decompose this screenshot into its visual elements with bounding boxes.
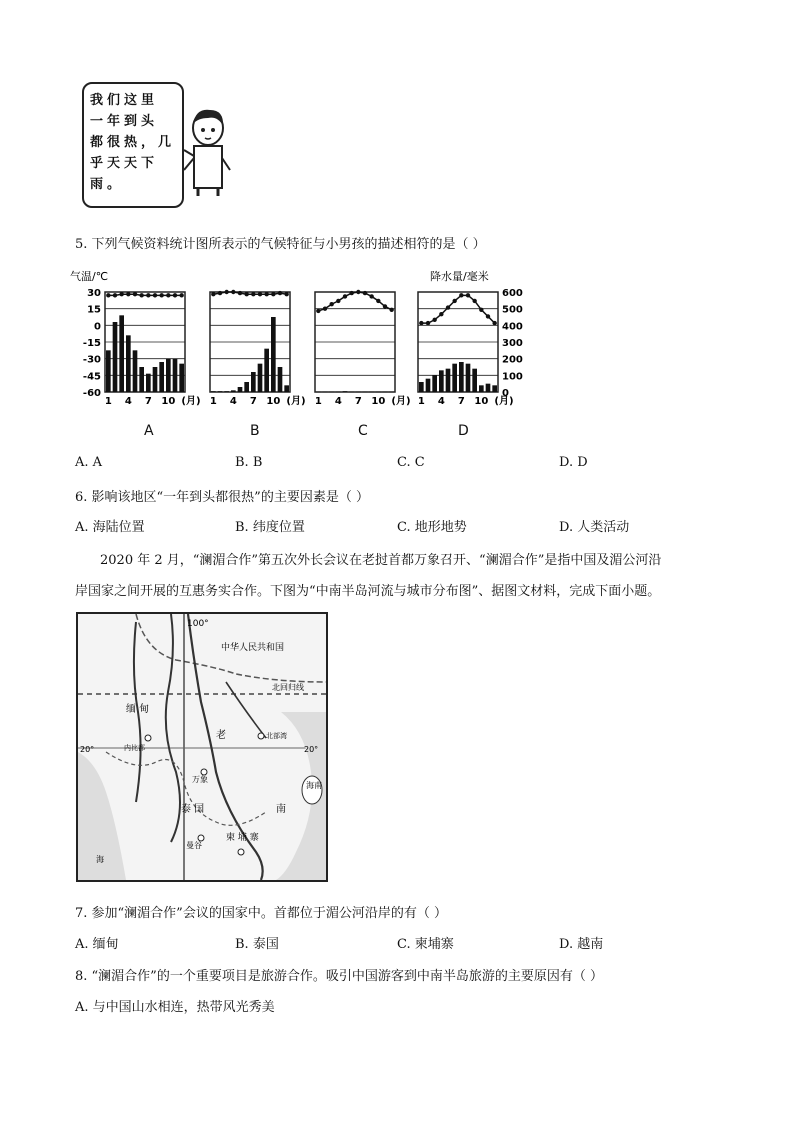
precip-bar-B-5: [238, 387, 243, 392]
temp-point-D-6: [452, 299, 456, 303]
bubble-line-1: 我们这里: [90, 93, 159, 108]
x-tick-D-4: (月): [494, 396, 514, 407]
temp-point-D-9: [472, 299, 476, 303]
precip-bar-A-2: [113, 322, 118, 392]
x-tick-B-4: (月): [286, 396, 306, 407]
temp-point-B-7: [251, 292, 255, 296]
chart-label-a: A: [144, 423, 154, 439]
q6-option-a[interactable]: A. 海陆位置: [75, 520, 145, 535]
temp-point-A-6: [139, 293, 143, 297]
precip-bar-C-3: [329, 392, 334, 393]
climate-charts: [70, 268, 530, 413]
q5-option-c[interactable]: C. C: [397, 455, 425, 470]
q5-option-d[interactable]: D. D: [559, 455, 588, 470]
temp-tick-2: 0: [94, 321, 101, 333]
temp-point-A-7: [146, 293, 150, 297]
temp-tick-6: -60: [82, 388, 101, 399]
q7-option-a[interactable]: A. 缅甸: [75, 937, 119, 952]
q8-option-a[interactable]: A. 与中国山水相连，热带风光秀美: [75, 1000, 275, 1015]
speech-bubble: [82, 82, 184, 208]
temp-point-A-1: [106, 293, 110, 297]
chart-label-b: B: [250, 423, 260, 439]
precip-bar-D-11: [486, 384, 491, 392]
map-label-thailand: 泰 国: [181, 804, 205, 815]
temp-point-C-2: [323, 306, 327, 310]
q6-option-b[interactable]: B. 纬度位置: [235, 520, 305, 535]
precip-bar-C-9: [369, 392, 374, 393]
precip-bar-D-1: [419, 382, 424, 392]
precip-bar-A-3: [119, 315, 124, 392]
precip-bar-C-1: [316, 392, 321, 393]
x-tick-A-4: (月): [181, 396, 201, 407]
x-tick-A-2: 7: [144, 396, 152, 407]
precip-bar-C-2: [323, 392, 328, 393]
temp-point-C-3: [329, 302, 333, 306]
bubble-line-3: 都很热，几: [90, 135, 176, 150]
x-tick-D-1: 4: [437, 396, 445, 407]
temp-tick-4: -30: [82, 354, 101, 366]
x-tick-D-2: 7: [457, 396, 465, 407]
chart-label-d: D: [458, 423, 469, 439]
precip-bar-B-3: [224, 391, 229, 392]
precip-bar-A-12: [179, 364, 184, 392]
precip-bar-A-6: [139, 367, 144, 392]
temp-point-D-5: [446, 305, 450, 309]
map-label-myanmar: 缅 甸: [126, 704, 150, 715]
temp-point-C-1: [316, 309, 320, 313]
x-tick-A-3: 10: [161, 396, 176, 407]
x-tick-A-0: 1: [104, 396, 112, 407]
precip-bar-B-1: [211, 391, 216, 392]
x-tick-B-0: 1: [209, 396, 217, 407]
precip-tick-5: 100: [502, 371, 523, 383]
precip-bar-B-4: [231, 390, 236, 392]
temp-point-A-8: [153, 293, 157, 297]
map-label-china: 中华人民共和国: [221, 643, 285, 653]
q8-stem: 8. “澜湄合作”的一个重要项目是旅游合作。吸引中国游客到中南半岛旅游的主要原因有（ ）: [75, 969, 603, 984]
temp-point-A-11: [173, 293, 177, 297]
temp-point-C-11: [383, 304, 387, 308]
precip-bar-B-9: [264, 349, 269, 392]
temp-point-A-4: [126, 292, 130, 296]
precip-bar-C-4: [336, 392, 341, 393]
city-hanoi: [258, 733, 264, 739]
temp-point-C-7: [356, 290, 360, 294]
city-naypyidaw: [145, 735, 151, 741]
precip-bar-A-7: [146, 374, 151, 392]
temp-point-D-11: [486, 314, 490, 318]
temp-point-C-4: [336, 299, 340, 303]
passage-line-2: 岸国家之间开展的互惠务实合作。下图为“中南半岛河流与城市分布图”、据图文材料，完成下面小题。: [75, 584, 661, 599]
precip-bar-B-8: [258, 364, 263, 392]
precip-bar-A-10: [166, 359, 171, 392]
precip-axis-label: 降水量/毫米: [430, 270, 489, 283]
chart-label-c: C: [358, 423, 368, 439]
temp-point-A-5: [133, 292, 137, 296]
temp-point-D-10: [479, 308, 483, 312]
q5-stem: 5. 下列气候资料统计图所表示的气候特征与小男孩的描述相符的是（ ）: [75, 237, 486, 252]
x-tick-D-3: 10: [474, 396, 489, 407]
precip-bar-C-7: [356, 392, 361, 393]
precip-bar-B-12: [284, 385, 289, 392]
q7-stem: 7. 参加“澜湄合作”会议的国家中。首都位于湄公河沿岸的有（ ）: [75, 906, 447, 921]
temp-point-C-8: [363, 291, 367, 295]
temp-axis-label: 气温/℃: [70, 270, 109, 283]
temp-point-A-3: [119, 292, 123, 296]
temp-point-D-4: [439, 312, 443, 316]
temp-point-C-12: [389, 308, 393, 312]
map-label-tropic: 北回归线: [272, 683, 304, 692]
temp-point-C-10: [376, 299, 380, 303]
precip-bar-B-7: [251, 372, 256, 392]
x-tick-B-3: 10: [266, 396, 281, 407]
temp-point-B-6: [244, 292, 248, 296]
x-tick-B-2: 7: [249, 396, 257, 407]
x-tick-C-4: (月): [391, 396, 411, 407]
bubble-line-2: 一年到头: [90, 114, 159, 129]
q5-option-b[interactable]: B. B: [235, 455, 263, 470]
map-label-hainan: 海南: [306, 781, 322, 790]
precip-bar-D-4: [439, 370, 444, 392]
temp-point-B-2: [218, 291, 222, 295]
precip-bar-D-7: [459, 362, 464, 392]
precip-bar-B-11: [278, 367, 283, 392]
q6-option-d[interactable]: D. 人类活动: [559, 520, 630, 535]
temp-tick-0: 30: [87, 288, 101, 299]
temp-point-B-9: [264, 292, 268, 296]
precip-bar-D-8: [466, 364, 471, 392]
precip-tick-3: 300: [502, 338, 523, 349]
temp-point-B-3: [224, 290, 228, 294]
temp-line-C: [318, 292, 391, 311]
temp-point-C-9: [369, 294, 373, 298]
precip-bar-A-5: [133, 350, 138, 392]
indochina-map: [76, 612, 328, 882]
precip-bar-D-6: [452, 364, 457, 392]
x-tick-D-0: 1: [417, 396, 425, 407]
map-label-laos: 老: [216, 730, 226, 741]
q7-option-b[interactable]: B. 泰国: [235, 937, 279, 952]
precip-bar-A-4: [126, 335, 131, 392]
map-label-cambodia: 柬 埔 寨: [226, 833, 259, 843]
map-label-sea: 海: [96, 855, 104, 864]
precip-tick-1: 500: [502, 304, 523, 316]
map-label-bangkok: 曼谷: [186, 841, 202, 850]
temp-tick-3: -15: [82, 338, 101, 349]
temp-point-D-12: [492, 321, 496, 325]
precip-bar-C-5: [343, 391, 348, 392]
boy-illustration: [180, 100, 240, 200]
precip-bar-A-8: [153, 367, 158, 392]
precip-bar-D-10: [479, 385, 484, 392]
precip-bar-D-2: [426, 379, 431, 392]
q7-option-c[interactable]: C. 柬埔寨: [397, 937, 454, 952]
map-label-gulf: 北部湾: [266, 732, 287, 740]
temp-tick-5: -45: [82, 371, 101, 383]
map-label-meridian: 100°: [187, 619, 209, 629]
precip-tick-6: 0: [502, 388, 509, 399]
q5-option-a[interactable]: A. A: [75, 455, 103, 470]
bubble-line-5: 雨。: [90, 177, 125, 192]
precip-tick-0: 600: [502, 288, 523, 299]
precip-bar-D-9: [472, 369, 477, 392]
temp-point-B-1: [211, 292, 215, 296]
temp-point-B-12: [284, 292, 288, 296]
temp-point-D-1: [419, 321, 423, 325]
x-tick-C-1: 4: [334, 396, 342, 407]
temp-point-D-7: [459, 293, 463, 297]
precip-bar-C-10: [376, 392, 381, 393]
precip-bar-B-2: [218, 391, 223, 392]
map-label-lat-right: 20°: [304, 745, 319, 754]
temp-point-B-8: [258, 292, 262, 296]
precip-bar-C-6: [349, 392, 354, 393]
x-tick-C-0: 1: [314, 396, 322, 407]
passage-line-1: 2020 年 2 月，“澜湄合作”第五次外长会议在老挝首都万象召开、“澜湄合作”是指中国及湄公河沿: [100, 553, 662, 568]
precip-bar-B-10: [271, 317, 276, 392]
precip-bar-C-11: [383, 392, 388, 393]
precip-bar-A-11: [173, 359, 178, 392]
precip-bar-C-8: [363, 392, 368, 393]
precip-tick-4: 200: [502, 354, 523, 366]
q7-option-d[interactable]: D. 越南: [559, 937, 604, 952]
map-label-lat-left: 20°: [80, 745, 95, 754]
temp-point-D-8: [466, 293, 470, 297]
map-label-vietnam: 南: [276, 804, 286, 815]
x-tick-A-1: 4: [124, 396, 132, 407]
q6-stem: 6. 影响该地区“一年到头都很热”的主要因素是（ ）: [75, 490, 369, 505]
precip-bar-D-12: [492, 385, 497, 392]
precip-bar-C-12: [389, 392, 394, 393]
city-phnom-penh: [238, 849, 244, 855]
precip-bar-D-3: [432, 375, 437, 392]
temp-point-C-6: [349, 291, 353, 295]
temp-point-C-5: [343, 294, 347, 298]
temp-tick-1: 15: [87, 304, 101, 316]
map-label-vientiane: 万象: [192, 775, 208, 784]
x-tick-B-1: 4: [229, 396, 237, 407]
precip-bar-D-5: [446, 369, 451, 392]
temp-point-A-12: [179, 293, 183, 297]
temp-point-A-9: [159, 293, 163, 297]
q6-option-c[interactable]: C. 地形地势: [397, 520, 467, 535]
temp-point-B-10: [271, 292, 275, 296]
temp-point-A-2: [113, 293, 117, 297]
x-tick-C-2: 7: [354, 396, 362, 407]
temp-point-D-2: [426, 321, 430, 325]
temp-line-A: [108, 294, 181, 295]
bubble-line-4: 乎天天下: [90, 156, 159, 171]
precip-bar-A-1: [106, 350, 111, 392]
x-tick-C-3: 10: [371, 396, 386, 407]
temp-point-B-4: [231, 290, 235, 294]
temp-line-D: [421, 295, 494, 323]
precip-tick-2: 400: [502, 321, 523, 333]
precip-bar-B-6: [244, 382, 249, 392]
precip-bar-A-9: [159, 362, 164, 392]
map-label-naypyidaw: 内比都: [124, 744, 145, 752]
temp-point-A-10: [166, 293, 170, 297]
temp-point-B-5: [238, 291, 242, 295]
temp-point-D-3: [432, 318, 436, 322]
temp-point-B-11: [278, 291, 282, 295]
